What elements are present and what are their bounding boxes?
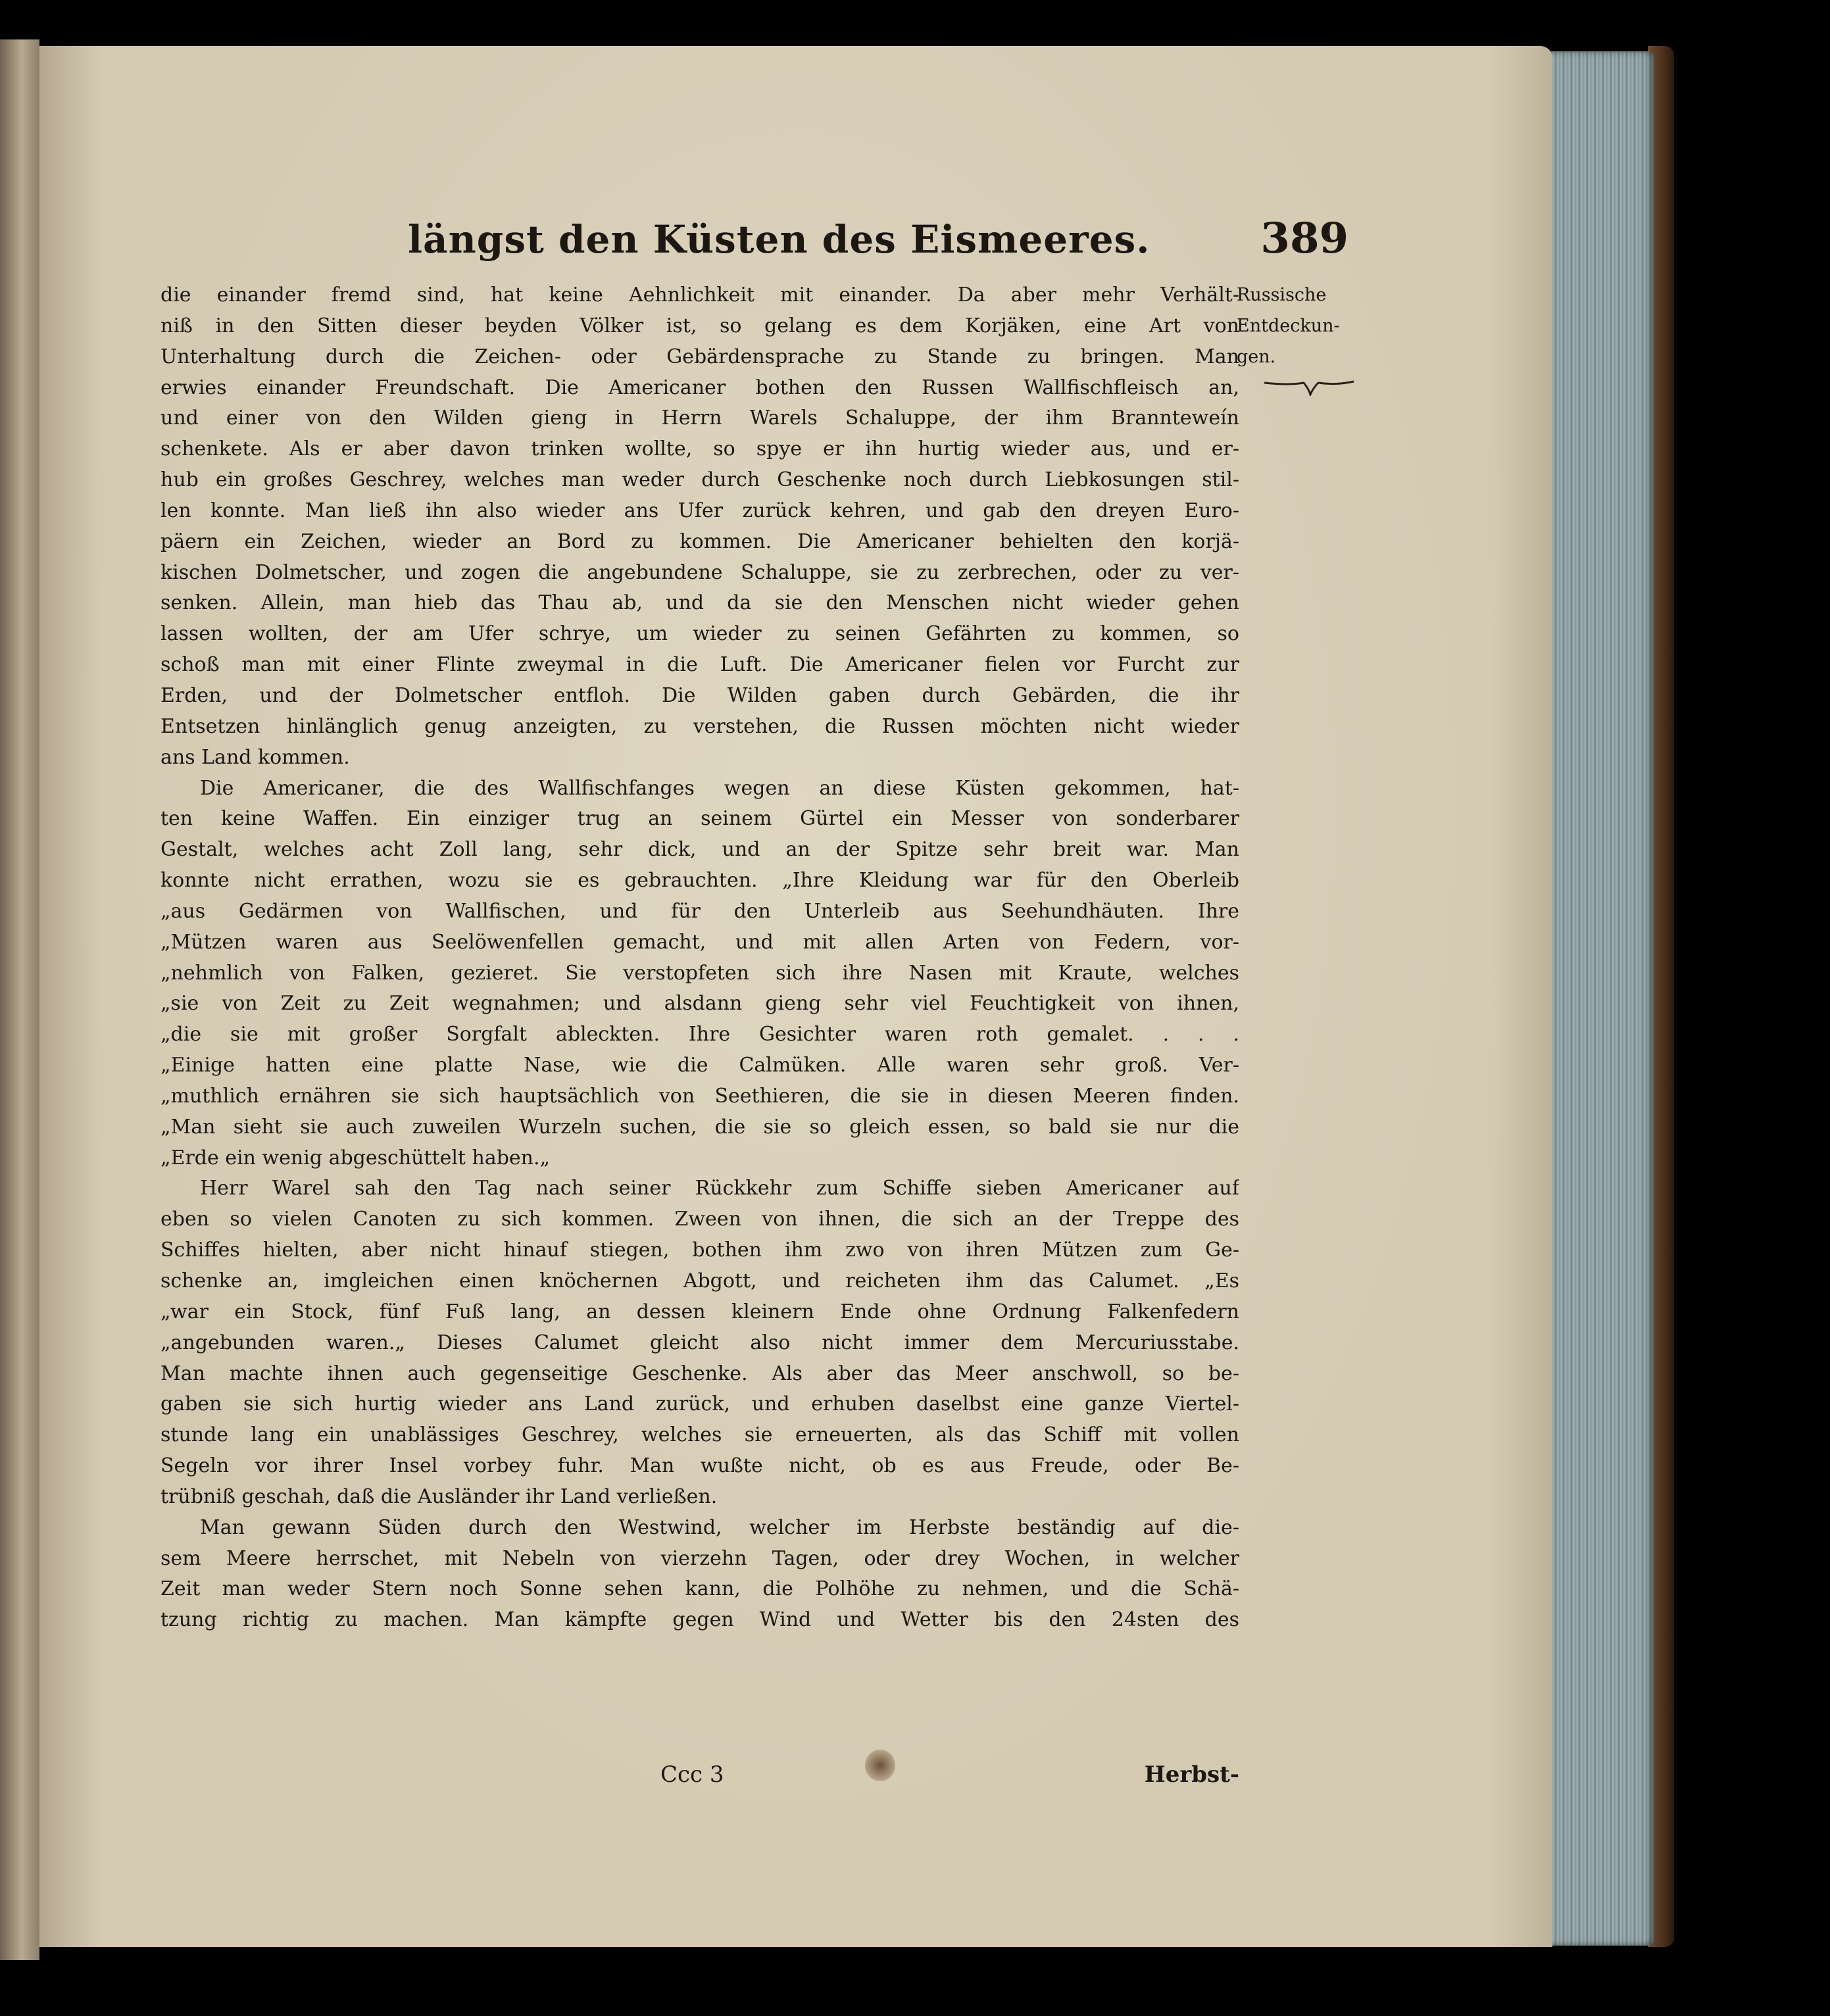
text-line: schenke an, imgleichen einen knöchernen Abgott, und reicheten ihm das Calumet. „Es <box>161 1269 1239 1292</box>
text-line: ten keine Waffen. Ein einziger trug an seinem Gürtel ein Messer von sonderbarer <box>161 807 1239 831</box>
text-line: Schiffes hielten, aber nicht hinauf stiegen, bothen ihm zwo von ihren Mützen zum Ge- <box>161 1239 1239 1262</box>
text-line: Gestalt, welches acht Zoll lang, sehr dick, und an der Spitze sehr breit war. Man <box>161 838 1239 862</box>
text-line: Entsetzen hinlänglich genug anzeigten, zu verstehen, die Russen möchten nicht wieder <box>161 714 1239 738</box>
margin-note-line: Russische <box>1237 285 1327 305</box>
text-line: Man machte ihnen auch gegenseitige Geschenke. Als aber das Meer anschwoll, so be- <box>161 1362 1239 1385</box>
text-line: Herr Warel sah den Tag nach seiner Rückkehr zum Schiffe sieben Americaner auf <box>200 1177 1239 1200</box>
text-line: schoß man mit einer Flinte zweymal in die Luft. Die Americaner fielen vor Furcht zur <box>161 653 1239 677</box>
text-line: „Erde ein wenig abgeschüttelt haben.„ <box>161 1146 551 1169</box>
page-block-edge <box>1536 51 1654 1946</box>
text-line: Erden, und der Dolmetscher entfloh. Die Wilden gaben durch Gebärden, die ihr <box>161 683 1239 707</box>
page-footer <box>161 1761 1239 1794</box>
text-line: erwies einander Freundschaft. Die Americaner bothen den Russen Wallfischfleisch an, <box>161 376 1239 399</box>
text-line: schenkete. Als er aber davon trinken wollte, so spye er ihn hurtig wieder aus, und er- <box>161 437 1239 461</box>
text-line: Man gewann Süden durch den Westwind, welcher im Herbste beständig auf die- <box>200 1515 1239 1539</box>
catchword: Herbst- <box>1144 1761 1239 1788</box>
text-line: len konnte. Man ließ ihn also wieder ans Ufer zurück kehren, und gab den dreyen Euro- <box>161 499 1239 522</box>
text-line: Segeln vor ihrer Insel vorbey fuhr. Man wußte nicht, ob es aus Freude, oder Be- <box>161 1454 1239 1478</box>
text-line: „sie von Zeit zu Zeit wegnahmen; und alsdann gieng sehr viel Feuchtigkeit von ihnen, <box>161 992 1239 1016</box>
text-line: „die sie mit großer Sorgfalt ableckten. Ihre Gesichter waren roth gemalet. . . . <box>161 1023 1239 1046</box>
text-line: sem Meere herrschet, mit Nebeln von vierzehn Tagen, oder drey Wochen, in welcher <box>161 1546 1239 1570</box>
text-line: niß in den Sitten dieser beyden Völker ist, so gelang es dem Korjäken, eine Art von <box>161 314 1239 337</box>
text-line: eben so vielen Canoten zu sich kommen. Zween von ihnen, die sich an der Treppe des <box>161 1208 1239 1231</box>
signature-mark: Ccc 3 <box>660 1761 724 1788</box>
text-line: und einer von den Wilden gieng in Herrn Warels Schaluppe, der ihm Brannteweín <box>161 406 1239 430</box>
text-line: „Mützen waren aus Seelöwenfellen gemacht, und mit allen Arten von Federn, vor- <box>161 930 1239 954</box>
text-line: lassen wollten, der am Ufer schrye, um wieder zu seinen Gefährten zu kommen, so <box>161 622 1239 646</box>
margin-brace-ornament <box>1263 370 1355 396</box>
ink-stain <box>865 1750 895 1781</box>
text-line: Die Americaner, die des Wallfischfanges wegen an diese Küsten gekommen, hat- <box>200 776 1239 800</box>
text-line: „aus Gedärmen von Wallfischen, und für den Unterleib aus Seehundhäuten. Ihre <box>161 899 1239 923</box>
running-title: längst den Küsten des Eismeeres. <box>408 217 1150 262</box>
page-header <box>408 214 1348 266</box>
margin-note <box>1237 280 1355 373</box>
text-line: Unterhaltung durch die Zeichen- oder Gebärdensprache zu Stande zu bringen. Man <box>161 345 1239 368</box>
text-line: senken. Allein, man hieb das Thau ab, und da sie den Menschen nicht wieder gehen <box>161 591 1239 615</box>
text-line: „muthlich ernähren sie sich hauptsächlich von Seethieren, die sie in diesen Meeren finden. <box>161 1084 1239 1108</box>
margin-note-line: gen. <box>1237 346 1276 367</box>
text-line: „Man sieht sie auch zuweilen Wurzeln suchen, die sie so gleich essen, so bald sie nur die <box>161 1115 1239 1139</box>
text-line: stunde lang ein unablässiges Geschrey, welches sie erneuerten, als das Schiff mit vollen <box>161 1423 1239 1447</box>
text-line: die einander fremd sind, hat keine Aehnlichkeit mit einander. Da aber mehr Verhält- <box>161 283 1239 307</box>
text-line: trübniß geschah, daß die Ausländer ihr Land verließen. <box>161 1485 718 1508</box>
text-line: „nehmlich von Falken, gezieret. Sie verstopfeten sich ihre Nasen mit Kraute, welches <box>161 961 1239 985</box>
text-line: ans Land kommen. <box>161 745 350 769</box>
margin-note-line: Entdeckun- <box>1237 315 1340 336</box>
text-line: Zeit man weder Stern noch Sonne sehen kann, die Polhöhe zu nehmen, und die Schä- <box>161 1577 1239 1601</box>
text-line: „angebunden waren.„ Dieses Calumet gleicht also nicht immer dem Mercuriusstabe. <box>161 1331 1239 1354</box>
facing-page-edge <box>0 39 39 1960</box>
text-line: hub ein großes Geschrey, welches man weder durch Geschenke noch durch Liebkosungen stil- <box>161 468 1239 492</box>
book-page <box>39 46 1552 1947</box>
text-line: kischen Dolmetscher, und zogen die angebundene Schaluppe, sie zu zerbrechen, oder zu ver- <box>161 560 1239 584</box>
text-line: tzung richtig zu machen. Man kämpfte gegen Wind und Wetter bis den 24sten des <box>161 1608 1239 1632</box>
text-line: „war ein Stock, fünf Fuß lang, an dessen kleinern Ende ohne Ordnung Falkenfedern <box>161 1300 1239 1323</box>
text-line: gaben sie sich hurtig wieder ans Land zurück, und erhuben daselbst eine ganze Viertel- <box>161 1392 1239 1416</box>
body-text <box>161 280 1239 1636</box>
page-number: 389 <box>1260 214 1348 263</box>
text-line: päern ein Zeichen, wieder an Bord zu kommen. Die Americaner behielten den korjä- <box>161 529 1239 553</box>
text-line: konnte nicht errathen, wozu sie es gebrauchten. „Ihre Kleidung war für den Oberleib <box>161 869 1239 893</box>
text-line: „Einige hatten eine platte Nase, wie die Calmüken. Alle waren sehr groß. Ver- <box>161 1054 1239 1077</box>
